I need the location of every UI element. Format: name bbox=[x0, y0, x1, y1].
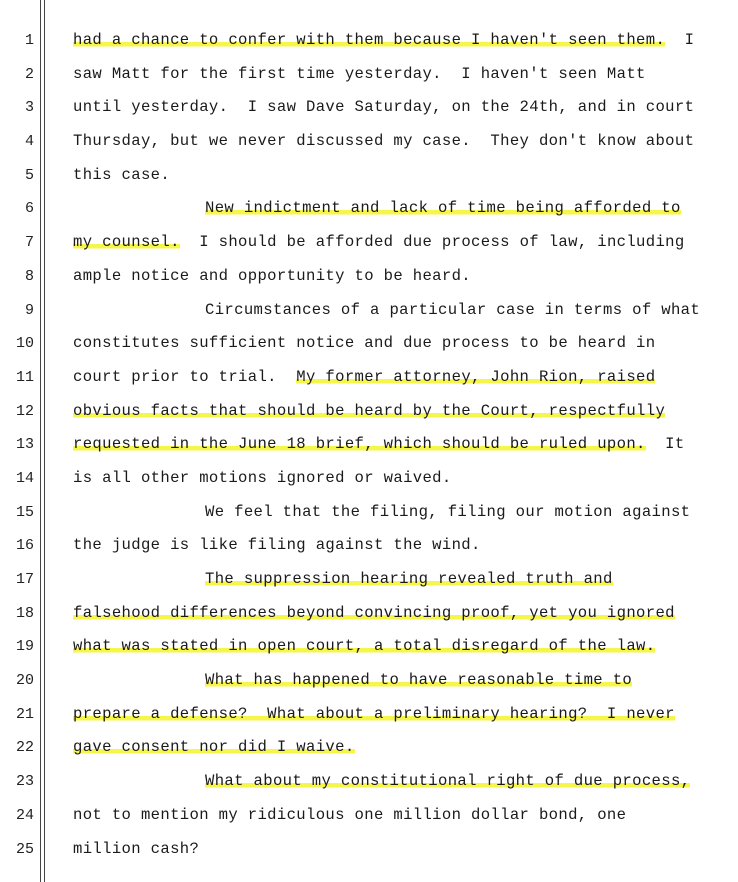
line-text bbox=[73, 630, 720, 664]
transcript-line bbox=[0, 58, 738, 92]
transcript-line bbox=[0, 799, 738, 833]
transcript-line bbox=[0, 664, 738, 698]
transcript-line bbox=[0, 698, 738, 732]
line-text bbox=[73, 731, 720, 765]
highlighted-text: gave consent nor did I waive. bbox=[73, 738, 355, 757]
text-segment: saw Matt for the first time yesterday. I haven't seen Matt bbox=[73, 64, 646, 83]
line-text bbox=[73, 159, 720, 193]
text-segment: this case. bbox=[73, 165, 171, 184]
highlighted-text: had a chance to confer with them because I haven't seen them. bbox=[73, 31, 666, 49]
line-number: 20 bbox=[15, 672, 34, 690]
transcript-line bbox=[0, 630, 738, 664]
line-text bbox=[73, 529, 720, 563]
line-number: 16 bbox=[15, 537, 34, 555]
transcript-line bbox=[0, 765, 738, 799]
transcript-line bbox=[0, 563, 738, 597]
transcript-line bbox=[0, 226, 738, 260]
line-text bbox=[73, 361, 720, 395]
transcript-line bbox=[0, 496, 738, 530]
line-number: 1 bbox=[24, 32, 34, 49]
line-number: 22 bbox=[15, 739, 34, 757]
line-number: 9 bbox=[24, 301, 34, 319]
line-text bbox=[73, 698, 720, 732]
line-text bbox=[73, 24, 720, 58]
line-number: 14 bbox=[15, 469, 34, 487]
line-number: 25 bbox=[15, 840, 34, 858]
highlighted-text: my counsel. bbox=[73, 233, 180, 252]
transcript-line bbox=[0, 159, 738, 193]
line-number: 18 bbox=[15, 604, 34, 622]
transcript-line bbox=[0, 833, 738, 867]
highlighted-text: The suppression hearing revealed truth and bbox=[205, 570, 613, 588]
highlighted-text: obvious facts that should be heard by the Court, respectfully bbox=[73, 401, 666, 420]
line-number: 6 bbox=[24, 200, 34, 218]
line-number: 24 bbox=[15, 806, 34, 824]
line-text bbox=[73, 462, 720, 496]
line-number: 7 bbox=[24, 234, 34, 252]
line-text bbox=[205, 294, 720, 328]
line-text bbox=[73, 327, 720, 361]
text-segment: I should be afforded due process of law, including bbox=[179, 233, 685, 252]
highlighted-text: falsehood differences beyond convincing proof, yet you ignored bbox=[73, 603, 675, 622]
line-text bbox=[73, 125, 720, 159]
line-number: 10 bbox=[15, 335, 34, 353]
text-segment: court prior to trial. bbox=[73, 367, 297, 386]
text-segment: million cash? bbox=[73, 839, 200, 858]
line-number: 19 bbox=[15, 638, 34, 656]
highlighted-text: What about my constitutional right of due process, bbox=[205, 772, 691, 791]
highlighted-text: what was stated in open court, a total disregard of the law. bbox=[73, 637, 656, 656]
line-number: 13 bbox=[15, 436, 34, 454]
text-segment: Circumstances of a particular case in terms of what bbox=[205, 300, 701, 319]
line-number: 4 bbox=[24, 133, 34, 151]
highlighted-text: What has happened to have reasonable time to bbox=[205, 671, 633, 690]
text-segment: We feel that the filing, filing our motion against bbox=[205, 502, 691, 521]
text-segment: not to mention my ridiculous one million dollar bond, one bbox=[73, 805, 627, 824]
line-number: 5 bbox=[24, 166, 34, 184]
highlighted-text: requested in the June 18 brief, which should be ruled upon. bbox=[73, 435, 646, 454]
line-text bbox=[205, 192, 720, 226]
transcript-line bbox=[0, 529, 738, 563]
line-number: 23 bbox=[15, 773, 34, 791]
text-segment: until yesterday. I saw Dave Saturday, on the 24th, and in court bbox=[73, 98, 695, 117]
text-segment: Thursday, but we never discussed my case. They don't know about bbox=[73, 132, 695, 151]
transcript-line bbox=[0, 462, 738, 496]
line-text bbox=[205, 563, 720, 597]
line-text bbox=[205, 496, 720, 530]
line-text bbox=[73, 597, 720, 631]
line-text bbox=[73, 428, 720, 462]
transcript-line bbox=[0, 260, 738, 294]
transcript-lines bbox=[0, 24, 738, 866]
line-text bbox=[73, 833, 720, 867]
line-text bbox=[205, 664, 720, 698]
transcript-line bbox=[0, 294, 738, 328]
line-number: 11 bbox=[15, 368, 34, 386]
line-number: 17 bbox=[15, 571, 34, 588]
transcript-line bbox=[0, 361, 738, 395]
line-number: 12 bbox=[15, 402, 34, 420]
line-number: 21 bbox=[15, 705, 34, 723]
transcript-line bbox=[0, 428, 738, 462]
text-segment: ample notice and opportunity to be heard. bbox=[73, 266, 472, 285]
line-text bbox=[73, 58, 720, 92]
highlighted-text: prepare a defense? What about a preliminary hearing? I never bbox=[73, 704, 675, 723]
transcript-line bbox=[0, 597, 738, 631]
text-segment: the judge is like filing against the wind. bbox=[73, 536, 481, 555]
line-text bbox=[73, 226, 720, 260]
transcript-line bbox=[0, 731, 738, 765]
line-number: 2 bbox=[24, 65, 34, 83]
line-number: 8 bbox=[24, 267, 34, 285]
highlighted-text: My former attorney, John Rion, raised bbox=[296, 367, 656, 386]
text-segment: It bbox=[645, 435, 685, 454]
line-text bbox=[205, 765, 720, 799]
transcript-line bbox=[0, 24, 738, 58]
transcript-line bbox=[0, 192, 738, 226]
transcript-line bbox=[0, 395, 738, 429]
transcript-line bbox=[0, 91, 738, 125]
transcript-line bbox=[0, 125, 738, 159]
transcript-line bbox=[0, 327, 738, 361]
text-segment: constitutes sufficient notice and due process to be heard in bbox=[73, 334, 656, 353]
line-text bbox=[73, 395, 720, 429]
line-text bbox=[73, 799, 720, 833]
highlighted-text: New indictment and lack of time being afforded to bbox=[205, 199, 681, 218]
line-text bbox=[73, 260, 720, 294]
text-segment: I bbox=[665, 31, 695, 49]
line-number: 3 bbox=[24, 99, 34, 117]
line-number: 15 bbox=[15, 503, 34, 521]
text-segment: is all other motions ignored or waived. bbox=[73, 468, 452, 487]
line-text bbox=[73, 91, 720, 125]
